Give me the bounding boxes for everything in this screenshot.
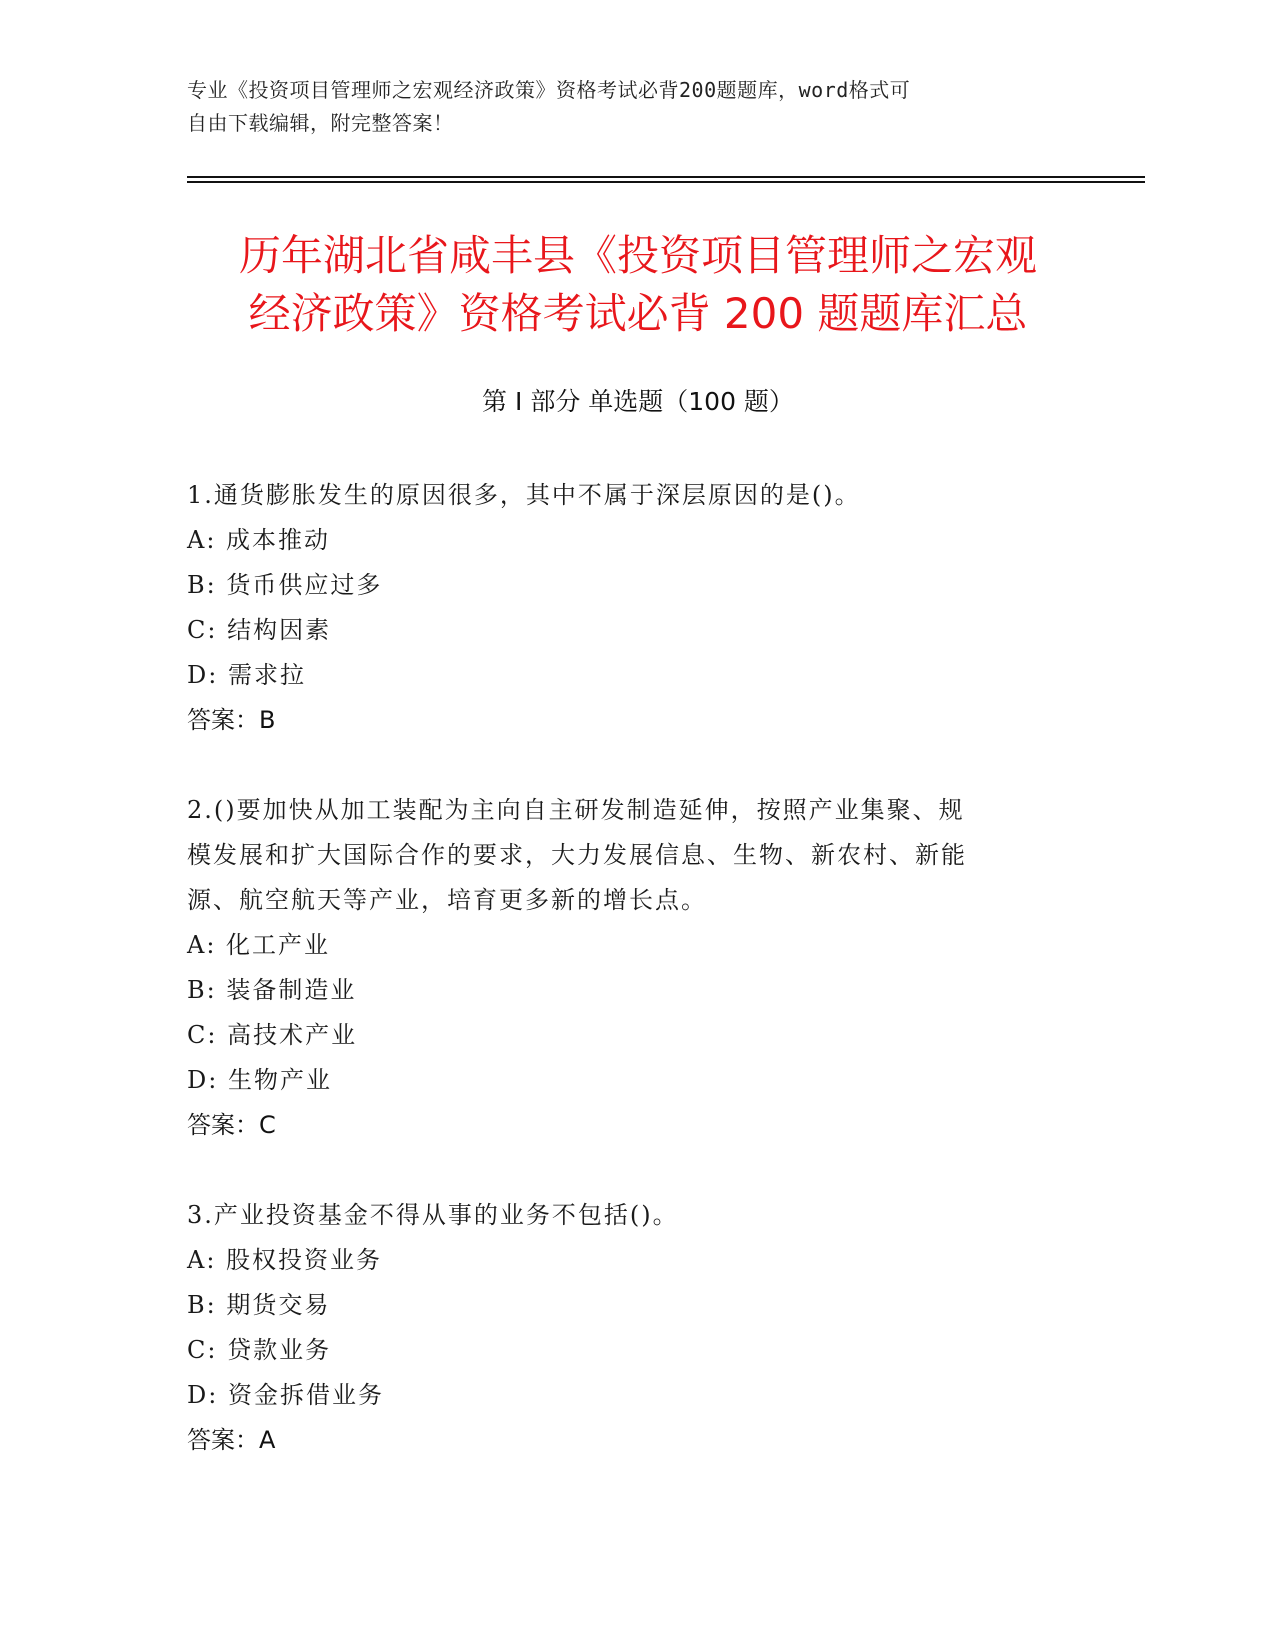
question-stem-line-3: 源、航空航天等产业，培育更多新的增长点。	[187, 886, 707, 914]
answer: 答案：C	[187, 1111, 276, 1139]
question-3	[187, 1193, 1067, 1463]
answer: 答案：A	[187, 1426, 276, 1454]
option-a: A: 股权投资业务	[187, 1246, 383, 1274]
question-stem: 1.通货膨胀发生的原因很多，其中不属于深层原因的是()。	[187, 481, 861, 509]
option-d: D: 需求拉	[187, 661, 306, 689]
question-1	[187, 473, 1067, 743]
document-title-line-2: 经济政策》资格考试必背 200 题题库汇总	[248, 289, 1028, 338]
option-a: A: 化工产业	[187, 931, 331, 959]
header-divider-thick	[187, 181, 1145, 183]
header-note-line-1: 专业《投资项目管理师之宏观经济政策》资格考试必背200题题库，word格式可	[187, 78, 911, 102]
answer: 答案：B	[187, 706, 276, 734]
option-c: C: 贷款业务	[187, 1336, 332, 1364]
option-c: C: 结构因素	[187, 616, 332, 644]
option-c: C: 高技术产业	[187, 1021, 358, 1049]
option-b: B: 期货交易	[187, 1291, 331, 1319]
section-heading: 第 I 部分 单选题（100 题）	[482, 387, 794, 416]
option-b: B: 货币供应过多	[187, 571, 383, 599]
option-a: A: 成本推动	[187, 526, 331, 554]
question-2	[187, 788, 1067, 1148]
question-list	[187, 473, 1067, 1463]
question-stem: 3.产业投资基金不得从事的业务不包括()。	[187, 1201, 679, 1229]
question-stem-line-1: 2.()要加快从加工装配为主向自主研发制造延伸，按照产业集聚、规	[187, 796, 965, 824]
question-spacer	[187, 743, 1067, 788]
document-title	[187, 227, 1089, 343]
question-stem-line-2: 模发展和扩大国际合作的要求，大力发展信息、生物、新农村、新能	[187, 841, 967, 869]
header-note	[187, 74, 1067, 140]
header-note-line-2: 自由下载编辑，附完整答案！	[187, 111, 454, 135]
option-d: D: 资金拆借业务	[187, 1381, 384, 1409]
document-title-line-1: 历年湖北省咸丰县《投资项目管理师之宏观	[238, 231, 1037, 280]
question-spacer	[187, 1148, 1067, 1193]
option-d: D: 生物产业	[187, 1066, 332, 1094]
option-b: B: 装备制造业	[187, 976, 357, 1004]
header-divider-thin	[187, 176, 1145, 178]
